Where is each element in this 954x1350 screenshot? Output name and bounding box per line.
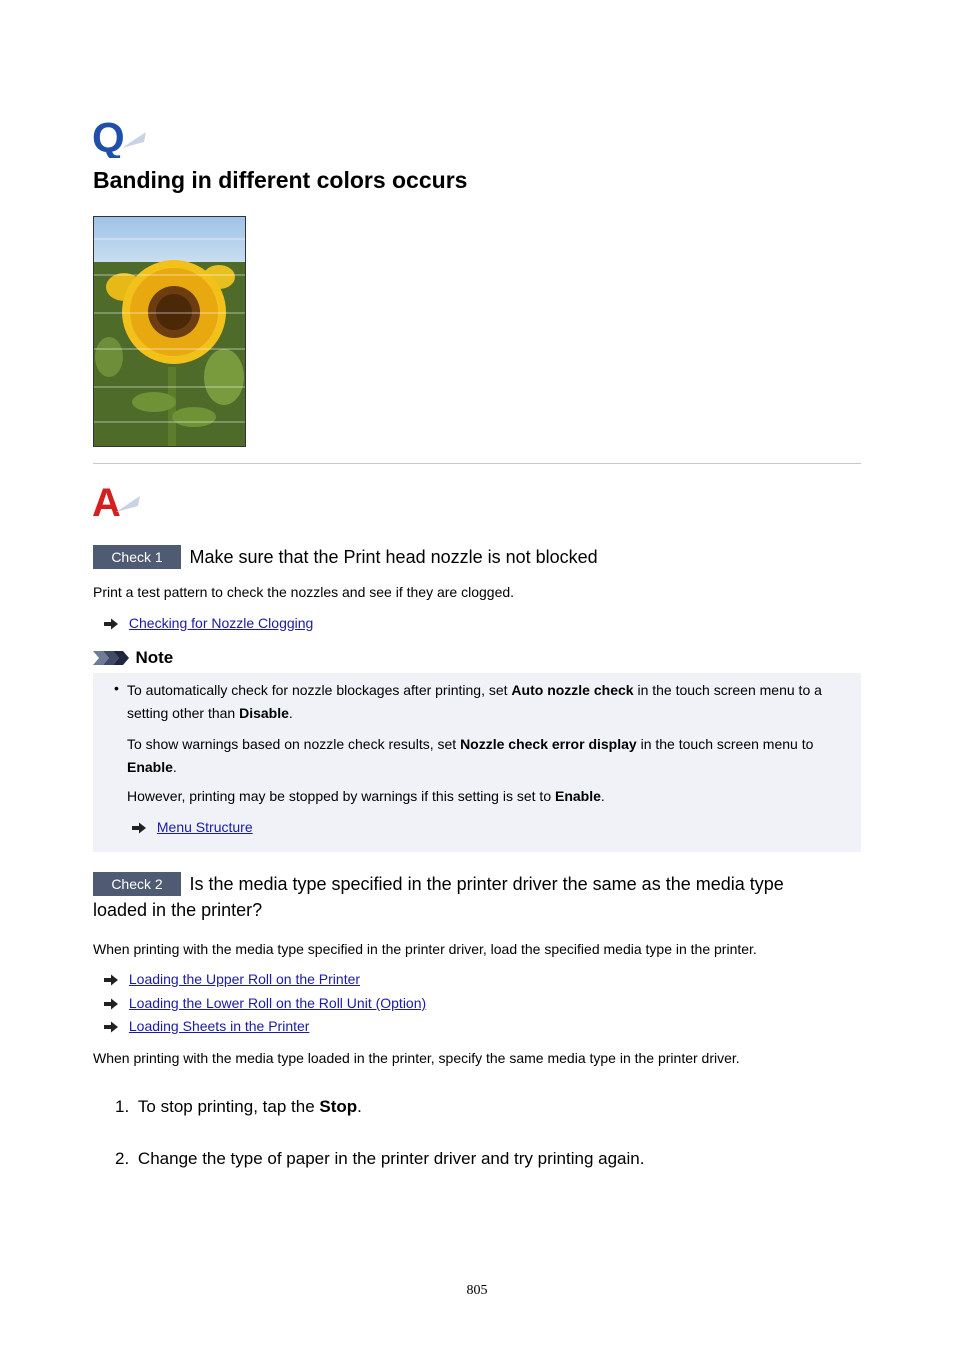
step-2-text: Change the type of paper in the printer driver and try printing again. [137,1149,645,1168]
q-icon [92,118,148,158]
svg-text:A: A [92,482,121,520]
note-label: Note [135,648,174,667]
right-arrow-icon [103,1021,119,1033]
check2-text1: When printing with the media type specified in the printer driver, load the specified media type in the printer. [93,941,757,957]
note-chevrons-icon [93,649,131,667]
check2-title-line2: loaded in the printer? [93,900,263,920]
note-bullet: • [114,680,119,696]
svg-text:Q: Q [92,118,125,158]
right-arrow-icon [103,998,119,1010]
check2-link-row-3 [103,1017,309,1035]
step-1: 1. To stop printing, tap the Stop. [115,1097,362,1116]
check1-title: Make sure that the Print head nozzle is not blocked [189,547,598,568]
note-link-row [131,818,253,836]
loading-upper-roll-link[interactable]: Loading the Upper Roll on the Printer [128,971,361,987]
section-divider [93,463,861,464]
checking-nozzle-clogging-link[interactable]: Checking for Nozzle Clogging [128,615,314,631]
step-2-number: 2. [115,1149,130,1168]
check2-heading [93,872,861,921]
step-2 [115,1149,644,1169]
check2-link-row-2 [103,994,426,1012]
right-arrow-icon [103,618,119,630]
loading-lower-roll-link[interactable]: Loading the Lower Roll on the Roll Unit (Option) [128,995,427,1011]
note-item1: To automatically check for nozzle blockages after printing, set Auto nozzle check in the touch screen menu to a setting other than Disable. [127,682,822,721]
page-number: 805 [466,1283,488,1298]
check1-badge: Check 1 [93,545,181,569]
loading-sheets-link[interactable]: Loading Sheets in the Printer [128,1018,310,1034]
note-paragraph3: However, printing may be stopped by warnings if this setting is set to Enable. [127,788,605,804]
check2-badge: Check 2 [93,872,181,896]
right-arrow-icon [103,974,119,986]
step-1-number: 1. [115,1097,130,1116]
menu-structure-link[interactable]: Menu Structure [156,819,253,835]
a-icon [92,482,142,520]
right-arrow-icon [131,822,147,834]
sunflower-banding-sample-image [93,216,246,447]
check2-link-row-1 [103,970,360,988]
check1-link-row [103,614,313,632]
note-header [93,648,173,668]
page-title: Banding in different colors occurs [93,167,468,193]
check2-title-line1: Is the media type specified in the printer driver the same as the media type [189,874,784,895]
check1-text: Print a test pattern to check the nozzles and see if they are clogged. [93,584,515,600]
check2-text2: When printing with the media type loaded in the printer, specify the same media type in the printer driver. [93,1050,740,1066]
check1-heading [93,545,598,569]
note-paragraph2: To show warnings based on nozzle check results, set Nozzle check error display in the touch screen menu to Enable. [127,736,814,775]
